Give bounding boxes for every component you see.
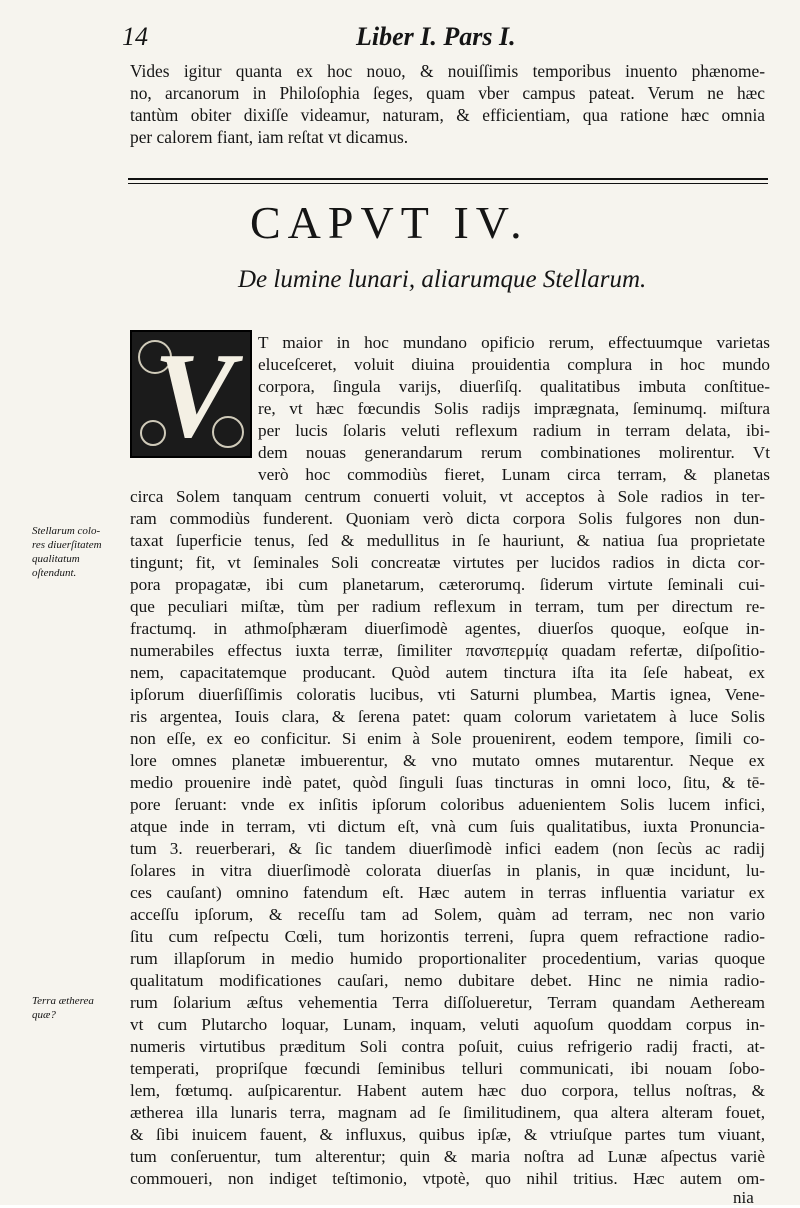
running-title: Liber I. Pars I. [356,22,516,51]
text-line: tantùm obiter dixiſſe videamur, naturam, & efficientiam, qua ratione hæc omnia [130,105,765,125]
double-rule-top [128,178,768,180]
text-line: ces cauſant) omnino fatendum eſt. Hæc autem in terras influentia variatur ex [130,883,765,902]
text-line: lem, fœtumq. auſpicarentur. Habent autem hæc duo corpora, tellus noſtras, & [130,1081,765,1100]
text-line: tum conſeruentur, tum alterentur; quin & maria noſtra ad Lunæ aſpectus variè [130,1147,765,1166]
chapter-subtitle: De lumine lunari, aliarumque Stellarum. [238,266,647,293]
page-header [0,22,800,52]
text-line: taxat ſuperficie tenus, ſed & medullitus in ſe hauriunt, & natiua ſua proprietate [130,531,765,550]
margin-note-line: qualitatum [32,553,80,565]
text-line: Vides igitur quanta ex hoc nouo, & nouiſſimis temporibus inuento phænome- [130,61,765,81]
margin-note-line: Terra ætherea [32,995,94,1007]
text-line: circa Solem tanquam centrum conuerti voluit, vt acceptos à Sole radios in ter- [130,487,765,506]
text-line: qualitatum modificationes cauſari, nemo dubitare debet. Hinc ne nimia radio- [130,971,765,990]
text-line: lore omnes planetæ imbuerentur, & vno mutato omnes mutarentur. Neque ex [130,751,765,770]
margin-note-colors [32,524,122,580]
text-line: per calorem fiant, iam reſtat vt dicamus. [130,127,409,147]
text-line: & ſibi inuicem fauent, & influxus, quibus ipſæ, & vtriuſque partes tum viuant, [130,1125,765,1144]
double-rule-bottom [128,183,768,184]
text-line: non eſſe, ex eo conficitur. Si enim à Sole prouenirent, eodem tempore, ſimili co- [130,729,765,748]
text-line: verò hoc commodiùs fieret, Lunam circa terram, & planetas [258,465,770,484]
text-line: rum illapſorum in medio humido proportionaliter procedentium, varias quoque [130,949,765,968]
text-line: medio prouenire indè patet, quòd ſinguli ſuas tincturas in omni loco, ſitu, & tē- [130,773,765,792]
text-line: nem, capacitatemque producant. Quòd autem tinctura iſta ita ſeſe habeat, ex [130,663,765,682]
text-line: acceſſu ipſorum, & receſſu tam ad Solem, quàm ad terram, nec non vario [130,905,765,924]
text-line: que peculiari miſtæ, tùm per radium reflexum in terram, tum per directum re- [130,597,765,616]
text-line: rum ſolarium æſtus vehementia Terra diſſolueretur, Terram quandam Aetheream [130,993,765,1012]
text-line: fractumq. in athmoſphæram diuerſimodè agentes, diuerſos quoque, eoſque in- [130,619,765,638]
text-line: ætherea illa lunaris terra, magnam ad ſe ſimilitudinem, qua altera alteram fouet, [130,1103,765,1122]
margin-note-aetherea [32,994,122,1022]
text-line: tum 3. reuerberari, & ſic tandem diuerſimodè infici eadem (non ſecùs ac radij [130,839,765,858]
text-line: ſolares in vitra diuerſimodè colorata diuerſas in planis, in quæ incidunt, lu- [130,861,765,880]
text-line: corpora, ſingula varijs, diuerſiſq. qualitatibus imbuta conſtitue- [258,377,770,396]
text-line: ſitu cum reſpectu Cœli, tum horizontis terreni, ſupra quem refractione radio- [130,927,765,946]
margin-note-line: oſtendunt. [32,567,77,579]
text-line: pore ſeruant: vnde ex inſitis ipſorum coloribus aduenientem Solis lucem infici, [130,795,765,814]
text-line: numerabiles effectus iuxta terræ, ſimiliter πανσπερμίᾳ quadam refertæ, diſpoſitio- [130,641,765,660]
text-line: ipſorum diuerſiſſimis coloratis lucibus, vti Saturni plumbea, Martis ignea, Vene- [130,685,765,704]
catchword: nia [733,1188,754,1207]
margin-note-line: quæ? [32,1009,56,1021]
page-number: 14 [122,22,148,51]
margin-note-line: res diuerſitatem [32,539,102,551]
margin-note-line: Stellarum colo- [32,525,101,537]
text-line: atque inde in terram, vti dictum eſt, vnà cum ſuis qualitatibus, iuxta Pronuncia- [130,817,765,836]
chapter-title: CAPVT IV. [250,197,529,248]
text-line: numeris virtutibus præditum Soli contra poſuit, cuius refrigerio radij fracti, at- [130,1037,765,1056]
text-line: no, arcanorum in Philoſophia ſeges, quam vber campus pateat. Verum ne hæc [130,83,765,103]
text-line: temperati, propriſque fœcundi ſeminibus telluri communicati, ibi nouam ſobo- [130,1059,765,1078]
text-line: ris argentea, Iouis clara, & ſerena patet: quam colorum varietatem à luce Solis [130,707,765,726]
text-line: T maior in hoc mundano opificio rerum, effectuumque varietas [258,333,770,352]
initial-letter: V [153,328,235,463]
decorated-initial [130,328,252,463]
text-line: re, vt hæc fœcundis Solis radijs imprægnata, ſeminumq. miſtura [258,399,770,418]
text-line: pora propagatæ, ibi cum planetarum, cæterorumq. ſiderum virtute ſeminali cui- [130,575,765,594]
text-line: dem nouas generandarum rerum combinationes molirentur. Vt [258,443,770,462]
text-line: ram commodiùs funderent. Quoniam verò dicta corpora Solis fulgores non dun- [130,509,765,528]
text-line: per lucis ſolaris veluti reflexum radium in terram delata, ibi- [258,421,770,440]
intro-paragraph [130,60,765,148]
text-line: vt cum Plutarcho loquar, Lunam, inquam, veluti aquoſum quoddam corpus in- [130,1015,765,1034]
text-line: eluceſceret, voluit diuina prouidentia complura in hoc mundo [258,355,770,374]
text-line: tingunt; fit, vt ſeminales Soli concreatæ virtutes per lucidos radios in dicta cor- [130,553,765,572]
text-line: commoueri, non indiget teſtimonio, vtpotè, quo nihil tritius. Hæc autem om- [130,1169,765,1188]
